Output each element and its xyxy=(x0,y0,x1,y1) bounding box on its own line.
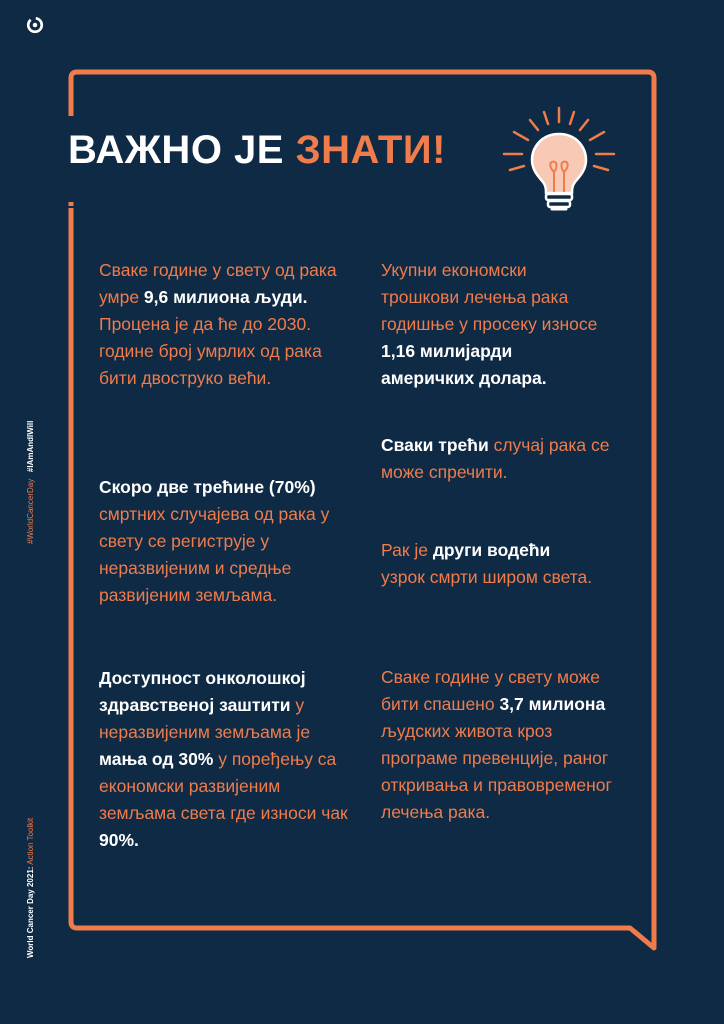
fact-lives-saved: Сваке године у свету може бити спашено 3,7 милиона људских живота кроз програме превенције, раног откривања и правовременог лечења рака. xyxy=(381,667,612,822)
fact-access: Доступност онколошкој здравственој заштити у неразвијеним земљама је мања од 30% у поређењу са економски развијеним земљама света где износи чак 90%. xyxy=(99,668,348,850)
fact-deaths: Сваке године у свету од рака умре 9,6 милиона људи. Процена је да ће до 2030. године број умрлих од рака бити двоструко већи. xyxy=(99,260,337,388)
page-title: ВАЖНО ЈЕ ЗНАТИ! xyxy=(68,128,446,172)
side-hashtags: #WorldCancerDay #IAmAndIWill xyxy=(26,420,35,544)
side-toolkit-credit: World Cancer Day 2021: Action Toolkit xyxy=(26,817,35,958)
fact-economic-costs: Укупни економски трошкови лечења рака годишње у просеку износе 1,16 милијарди америчких долара. xyxy=(381,260,598,388)
fact-leading-cause: Рак је други водећи узрок смрти широм света. xyxy=(381,540,593,587)
fact-preventable: Сваки трећи случај рака се може спречити. xyxy=(381,435,610,482)
lightbulb-icon xyxy=(494,98,624,218)
fact-two-thirds: Скоро две трећине (70%) смртних случајева од рака у свету се региструје у неразвијеним и средње развијеним земљама. xyxy=(99,477,330,605)
